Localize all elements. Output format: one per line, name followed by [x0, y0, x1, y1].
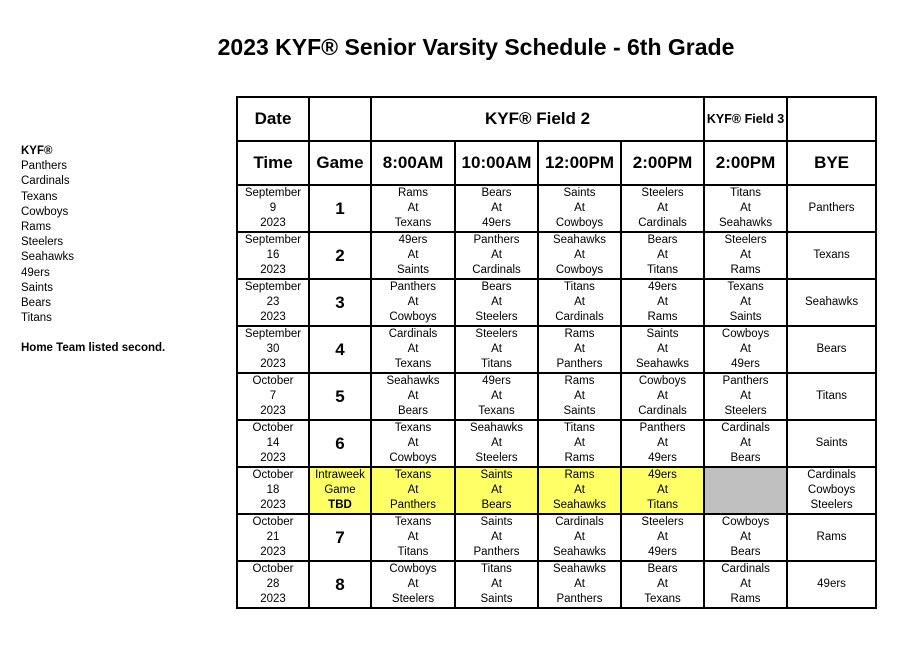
cell-line: At: [491, 390, 502, 402]
cell-line: Saints: [563, 187, 596, 199]
cell-line: Texans: [813, 249, 850, 261]
team-list-item: Steelers: [21, 236, 64, 249]
cell-line: September: [244, 328, 302, 340]
cell-line: Titans: [564, 281, 595, 293]
cell-line: 49ers: [817, 578, 846, 590]
cell-line: At: [574, 484, 585, 496]
bye-cell: [787, 467, 876, 514]
schedule-table: [236, 96, 877, 609]
matchup-cell: [621, 279, 704, 326]
cell-line: September: [244, 281, 302, 293]
matchup-cell: [538, 232, 621, 279]
cell-line: Cardinals: [472, 264, 521, 276]
cell-line: Steelers: [724, 405, 767, 417]
cell-line: Bears: [647, 563, 678, 575]
matchup-cell: [455, 467, 538, 514]
matchup-cell: [538, 467, 621, 514]
cell-line: Seahawks: [552, 546, 607, 558]
matchup-cell: [455, 514, 538, 561]
game-number-cell: [309, 467, 371, 514]
game-number-cell: 8: [309, 561, 371, 608]
date-cell: [237, 514, 309, 561]
team-list-item: Rams: [21, 221, 52, 234]
cell-line: At: [657, 390, 668, 402]
cell-line: At: [574, 578, 585, 590]
empty-matchup-cell: [704, 467, 787, 514]
cell-line: Saints: [646, 328, 679, 340]
cell-line: At: [574, 390, 585, 402]
cell-line: At: [574, 531, 585, 543]
bye-cell: [787, 279, 876, 326]
date-cell: [237, 279, 309, 326]
cell-line: At: [407, 578, 419, 590]
cell-line: Bears: [730, 452, 761, 464]
matchup-cell: [455, 185, 538, 232]
cell-line: At: [407, 484, 419, 496]
cell-line: Steelers: [724, 234, 767, 246]
cell-line: Titans: [481, 563, 512, 575]
cell-line: Seahawks: [719, 217, 773, 229]
cell-line: 2023: [260, 593, 286, 605]
cell-line: Cardinals: [555, 516, 604, 528]
cell-line: At: [657, 437, 668, 449]
cell-line: Cowboys: [389, 563, 437, 575]
cell-line: At: [657, 343, 668, 355]
cell-line: Titans: [816, 390, 847, 402]
cell-line: At: [740, 296, 751, 308]
game-number-cell: 7: [309, 514, 371, 561]
blank-header-cell: [309, 97, 371, 141]
matchup-cell: [371, 514, 455, 561]
cell-line: Panthers: [473, 546, 520, 558]
cell-line: At: [407, 390, 419, 402]
matchup-cell: [538, 420, 621, 467]
cell-line: At: [740, 437, 751, 449]
cell-line: Steelers: [810, 499, 853, 511]
cell-line: Cardinals: [638, 405, 687, 417]
matchup-cell: [621, 326, 704, 373]
team-list-heading: KYF®: [21, 145, 53, 157]
cell-line: At: [574, 343, 585, 355]
cell-line: Seahawks: [635, 358, 690, 370]
cell-line: Panthers: [556, 358, 603, 370]
cell-line: Bears: [730, 546, 761, 558]
matchup-cell: [371, 420, 455, 467]
cell-line: Panthers: [722, 375, 769, 387]
cell-line: Rams: [564, 452, 595, 464]
team-list-item: 49ers: [21, 266, 50, 279]
cell-line: At: [740, 531, 751, 543]
matchup-cell: [538, 326, 621, 373]
cell-line: At: [407, 202, 419, 214]
cell-line: Cardinals: [721, 422, 770, 434]
cell-line: September: [244, 234, 302, 246]
cell-line: At: [491, 343, 502, 355]
header-row-times: [237, 141, 876, 185]
time-slot-header: 12:00PM: [538, 141, 621, 185]
cell-line: At: [407, 343, 419, 355]
cell-line: 18: [266, 484, 280, 496]
cell-line: At: [740, 249, 751, 261]
date-cell: [237, 326, 309, 373]
game-number-cell: 4: [309, 326, 371, 373]
cell-line: Steelers: [641, 187, 684, 199]
matchup-cell: [538, 185, 621, 232]
bye-cell: [787, 232, 876, 279]
cell-line: Cowboys: [555, 217, 604, 229]
matchup-cell: [455, 232, 538, 279]
matchup-cell: [371, 232, 455, 279]
cell-line: At: [574, 202, 585, 214]
cell-line: October: [252, 375, 294, 387]
cell-line: 2023: [260, 546, 286, 558]
game-header: Game: [309, 141, 371, 185]
bye-cell: [787, 185, 876, 232]
cell-line: 49ers: [648, 546, 677, 558]
matchup-cell: [455, 420, 538, 467]
cell-line: At: [657, 296, 668, 308]
cell-line: At: [657, 531, 668, 543]
cell-line: 14: [266, 437, 280, 449]
cell-line: 2023: [260, 405, 286, 417]
team-list: [21, 144, 74, 326]
cell-line: Saints: [480, 593, 513, 605]
field-2-header: KYF® Field 2: [371, 97, 704, 141]
cell-line: Rams: [647, 311, 678, 323]
cell-line: Panthers: [389, 499, 437, 511]
cell-line: At: [491, 484, 502, 496]
cell-line: Titans: [397, 546, 429, 558]
matchup-cell: [371, 326, 455, 373]
cell-line: 2023: [260, 264, 286, 276]
cell-line: Cardinals: [807, 469, 856, 481]
cell-line: 49ers: [482, 217, 511, 229]
cell-line: Texans: [394, 422, 432, 434]
cell-line: Texans: [394, 469, 432, 481]
cell-line: Saints: [480, 516, 513, 528]
date-cell: [237, 373, 309, 420]
cell-line: Cardinals: [555, 311, 604, 323]
game-number-cell: 3: [309, 279, 371, 326]
cell-line: Titans: [481, 358, 512, 370]
cell-line: Rams: [730, 593, 761, 605]
time-slot-header: 2:00PM: [621, 141, 704, 185]
cell-line: Titans: [647, 264, 678, 276]
date-cell: [237, 467, 309, 514]
team-list-item: Cardinals: [21, 175, 70, 188]
cell-line: Intraweek: [315, 469, 365, 481]
cell-line: TBD: [328, 499, 352, 511]
matchup-cell: [704, 185, 787, 232]
cell-line: Cowboys: [807, 484, 856, 496]
cell-line: At: [407, 531, 419, 543]
page-title: 2023 KYF® Senior Varsity Schedule - 6th Grade: [217, 34, 735, 60]
time-slot-header: 8:00AM: [371, 141, 455, 185]
cell-line: At: [491, 202, 502, 214]
cell-line: At: [407, 296, 419, 308]
team-list-item: Cowboys: [21, 205, 69, 218]
cell-line: 2023: [260, 452, 286, 464]
matchup-cell: [704, 232, 787, 279]
cell-line: 23: [266, 296, 280, 308]
matchup-cell: [538, 561, 621, 608]
cell-line: 16: [266, 249, 280, 261]
cell-line: 2023: [260, 499, 286, 511]
cell-line: September: [244, 187, 302, 199]
team-list-item: Seahawks: [21, 251, 75, 264]
cell-line: Bears: [816, 343, 847, 355]
cell-line: Rams: [564, 469, 595, 481]
cell-line: Cardinals: [638, 217, 687, 229]
cell-line: At: [491, 531, 502, 543]
date-cell: [237, 561, 309, 608]
cell-line: Texans: [394, 358, 432, 370]
team-list-item: Panthers: [21, 160, 68, 173]
cell-line: 30: [266, 343, 280, 355]
schedule-row: [237, 514, 876, 561]
cell-line: Steelers: [475, 311, 518, 323]
cell-line: At: [491, 296, 502, 308]
matchup-cell: [538, 514, 621, 561]
cell-line: Cardinals: [388, 328, 438, 340]
matchup-cell: [621, 514, 704, 561]
field-3-header: KYF® Field 3: [704, 97, 787, 141]
matchup-cell: [704, 420, 787, 467]
cell-line: Titans: [730, 187, 761, 199]
cell-line: 9: [269, 202, 277, 214]
cell-line: Titans: [647, 499, 678, 511]
matchup-cell: [455, 279, 538, 326]
cell-line: 49ers: [482, 375, 511, 387]
matchup-cell: [538, 373, 621, 420]
cell-line: At: [740, 343, 751, 355]
date-header: Date: [237, 97, 309, 141]
matchup-cell: [371, 185, 455, 232]
cell-line: Rams: [730, 264, 761, 276]
team-list-item: Titans: [21, 312, 52, 325]
cell-line: At: [574, 437, 585, 449]
bye-header: BYE: [787, 141, 876, 185]
matchup-cell: [455, 561, 538, 608]
cell-line: October: [252, 469, 294, 481]
matchup-cell: [704, 561, 787, 608]
cell-line: Seahawks: [469, 422, 524, 434]
cell-line: Cowboys: [389, 452, 437, 464]
matchup-cell: [621, 185, 704, 232]
cell-line: 28: [266, 578, 280, 590]
team-list-item: Texans: [21, 190, 58, 203]
cell-line: Cardinals: [721, 563, 770, 575]
cell-line: At: [740, 578, 751, 590]
cell-line: At: [657, 249, 668, 261]
schedule-row: [237, 326, 876, 373]
cell-line: At: [491, 578, 502, 590]
cell-line: 2023: [260, 217, 286, 229]
game-number-cell: 1: [309, 185, 371, 232]
schedule-row: [237, 185, 876, 232]
bye-cell: [787, 420, 876, 467]
cell-line: 2023: [260, 311, 286, 323]
bye-cell: [787, 373, 876, 420]
matchup-cell: [704, 373, 787, 420]
cell-line: At: [740, 390, 751, 402]
cell-line: Steelers: [475, 328, 518, 340]
cell-line: At: [740, 202, 751, 214]
cell-line: Bears: [481, 187, 512, 199]
cell-line: Game: [324, 484, 356, 496]
cell-line: 49ers: [398, 234, 428, 246]
time-slot-header: 2:00PM: [704, 141, 787, 185]
cell-line: Saints: [729, 311, 762, 323]
cell-line: Rams: [816, 531, 847, 543]
cell-line: Panthers: [556, 593, 603, 605]
cell-line: October: [252, 422, 294, 434]
cell-line: Rams: [564, 375, 595, 387]
time-header: Time: [237, 141, 309, 185]
home-team-note: Home Team listed second.: [21, 342, 166, 354]
matchup-cell: [621, 420, 704, 467]
cell-line: October: [252, 563, 294, 575]
matchup-cell: [621, 561, 704, 608]
matchup-cell: [621, 232, 704, 279]
cell-line: 49ers: [731, 358, 760, 370]
cell-line: Seahawks: [552, 234, 607, 246]
cell-line: Saints: [397, 264, 429, 276]
matchup-cell: [704, 279, 787, 326]
cell-line: Texans: [394, 217, 432, 229]
cell-line: At: [657, 484, 668, 496]
cell-line: Rams: [397, 187, 429, 199]
cell-line: At: [574, 249, 585, 261]
cell-line: Texans: [727, 281, 764, 293]
cell-line: Panthers: [389, 281, 437, 293]
matchup-cell: [621, 467, 704, 514]
time-slot-header: 10:00AM: [455, 141, 538, 185]
cell-line: Seahawks: [386, 375, 440, 387]
cell-line: Texans: [394, 516, 432, 528]
cell-line: At: [491, 437, 502, 449]
cell-line: Texans: [478, 405, 515, 417]
cell-line: Titans: [564, 422, 595, 434]
cell-line: 2023: [260, 358, 286, 370]
cell-line: Cowboys: [721, 328, 770, 340]
matchup-cell: [704, 514, 787, 561]
matchup-cell: [455, 373, 538, 420]
cell-line: At: [407, 437, 419, 449]
cell-line: Saints: [563, 405, 596, 417]
cell-line: 49ers: [648, 281, 677, 293]
cell-line: 49ers: [648, 452, 677, 464]
bye-cell: [787, 561, 876, 608]
cell-line: Seahawks: [552, 499, 607, 511]
cell-line: Texans: [644, 593, 681, 605]
cell-line: Cowboys: [721, 516, 770, 528]
cell-line: Panthers: [473, 234, 520, 246]
cell-line: At: [657, 202, 668, 214]
team-list-item: Bears: [21, 297, 52, 310]
matchup-cell: [704, 326, 787, 373]
cell-line: 49ers: [648, 469, 677, 481]
cell-line: Steelers: [391, 593, 435, 605]
cell-line: At: [657, 578, 668, 590]
cell-line: Cowboys: [638, 375, 687, 387]
cell-line: Cowboys: [389, 311, 437, 323]
schedule-row: [237, 279, 876, 326]
cell-line: Bears: [397, 405, 429, 417]
cell-line: Bears: [647, 234, 678, 246]
cell-line: 21: [266, 531, 280, 543]
bye-cell: [787, 326, 876, 373]
team-list-item: Saints: [21, 281, 53, 294]
cell-line: At: [491, 249, 502, 261]
matchup-cell: [455, 326, 538, 373]
matchup-cell: [371, 373, 455, 420]
schedule-row: [237, 420, 876, 467]
cell-line: October: [252, 516, 294, 528]
matchup-cell: [621, 373, 704, 420]
matchup-cell: [371, 561, 455, 608]
cell-line: Steelers: [475, 452, 518, 464]
cell-line: Steelers: [641, 516, 684, 528]
game-number-cell: 2: [309, 232, 371, 279]
cell-line: Saints: [815, 437, 848, 449]
date-cell: [237, 420, 309, 467]
matchup-cell: [538, 279, 621, 326]
schedule-row: [237, 467, 876, 514]
cell-line: Cowboys: [555, 264, 604, 276]
cell-line: Panthers: [808, 202, 855, 214]
schedule-row: [237, 232, 876, 279]
cell-line: Saints: [480, 469, 513, 481]
date-cell: [237, 185, 309, 232]
matchup-cell: [371, 279, 455, 326]
bye-cell: [787, 514, 876, 561]
cell-line: Panthers: [639, 422, 686, 434]
schedule-row: [237, 561, 876, 608]
cell-line: At: [574, 296, 585, 308]
game-number-cell: 5: [309, 373, 371, 420]
cell-line: 7: [269, 390, 277, 402]
header-row-fields: [237, 97, 876, 141]
cell-line: At: [407, 249, 419, 261]
date-cell: [237, 232, 309, 279]
cell-line: Seahawks: [805, 296, 859, 308]
matchup-cell: [371, 467, 455, 514]
schedule-row: [237, 373, 876, 420]
cell-line: Bears: [481, 499, 512, 511]
blank-header-cell: [787, 97, 876, 141]
cell-line: Bears: [481, 281, 512, 293]
game-number-cell: 6: [309, 420, 371, 467]
cell-line: Rams: [564, 328, 595, 340]
cell-line: Seahawks: [552, 563, 607, 575]
